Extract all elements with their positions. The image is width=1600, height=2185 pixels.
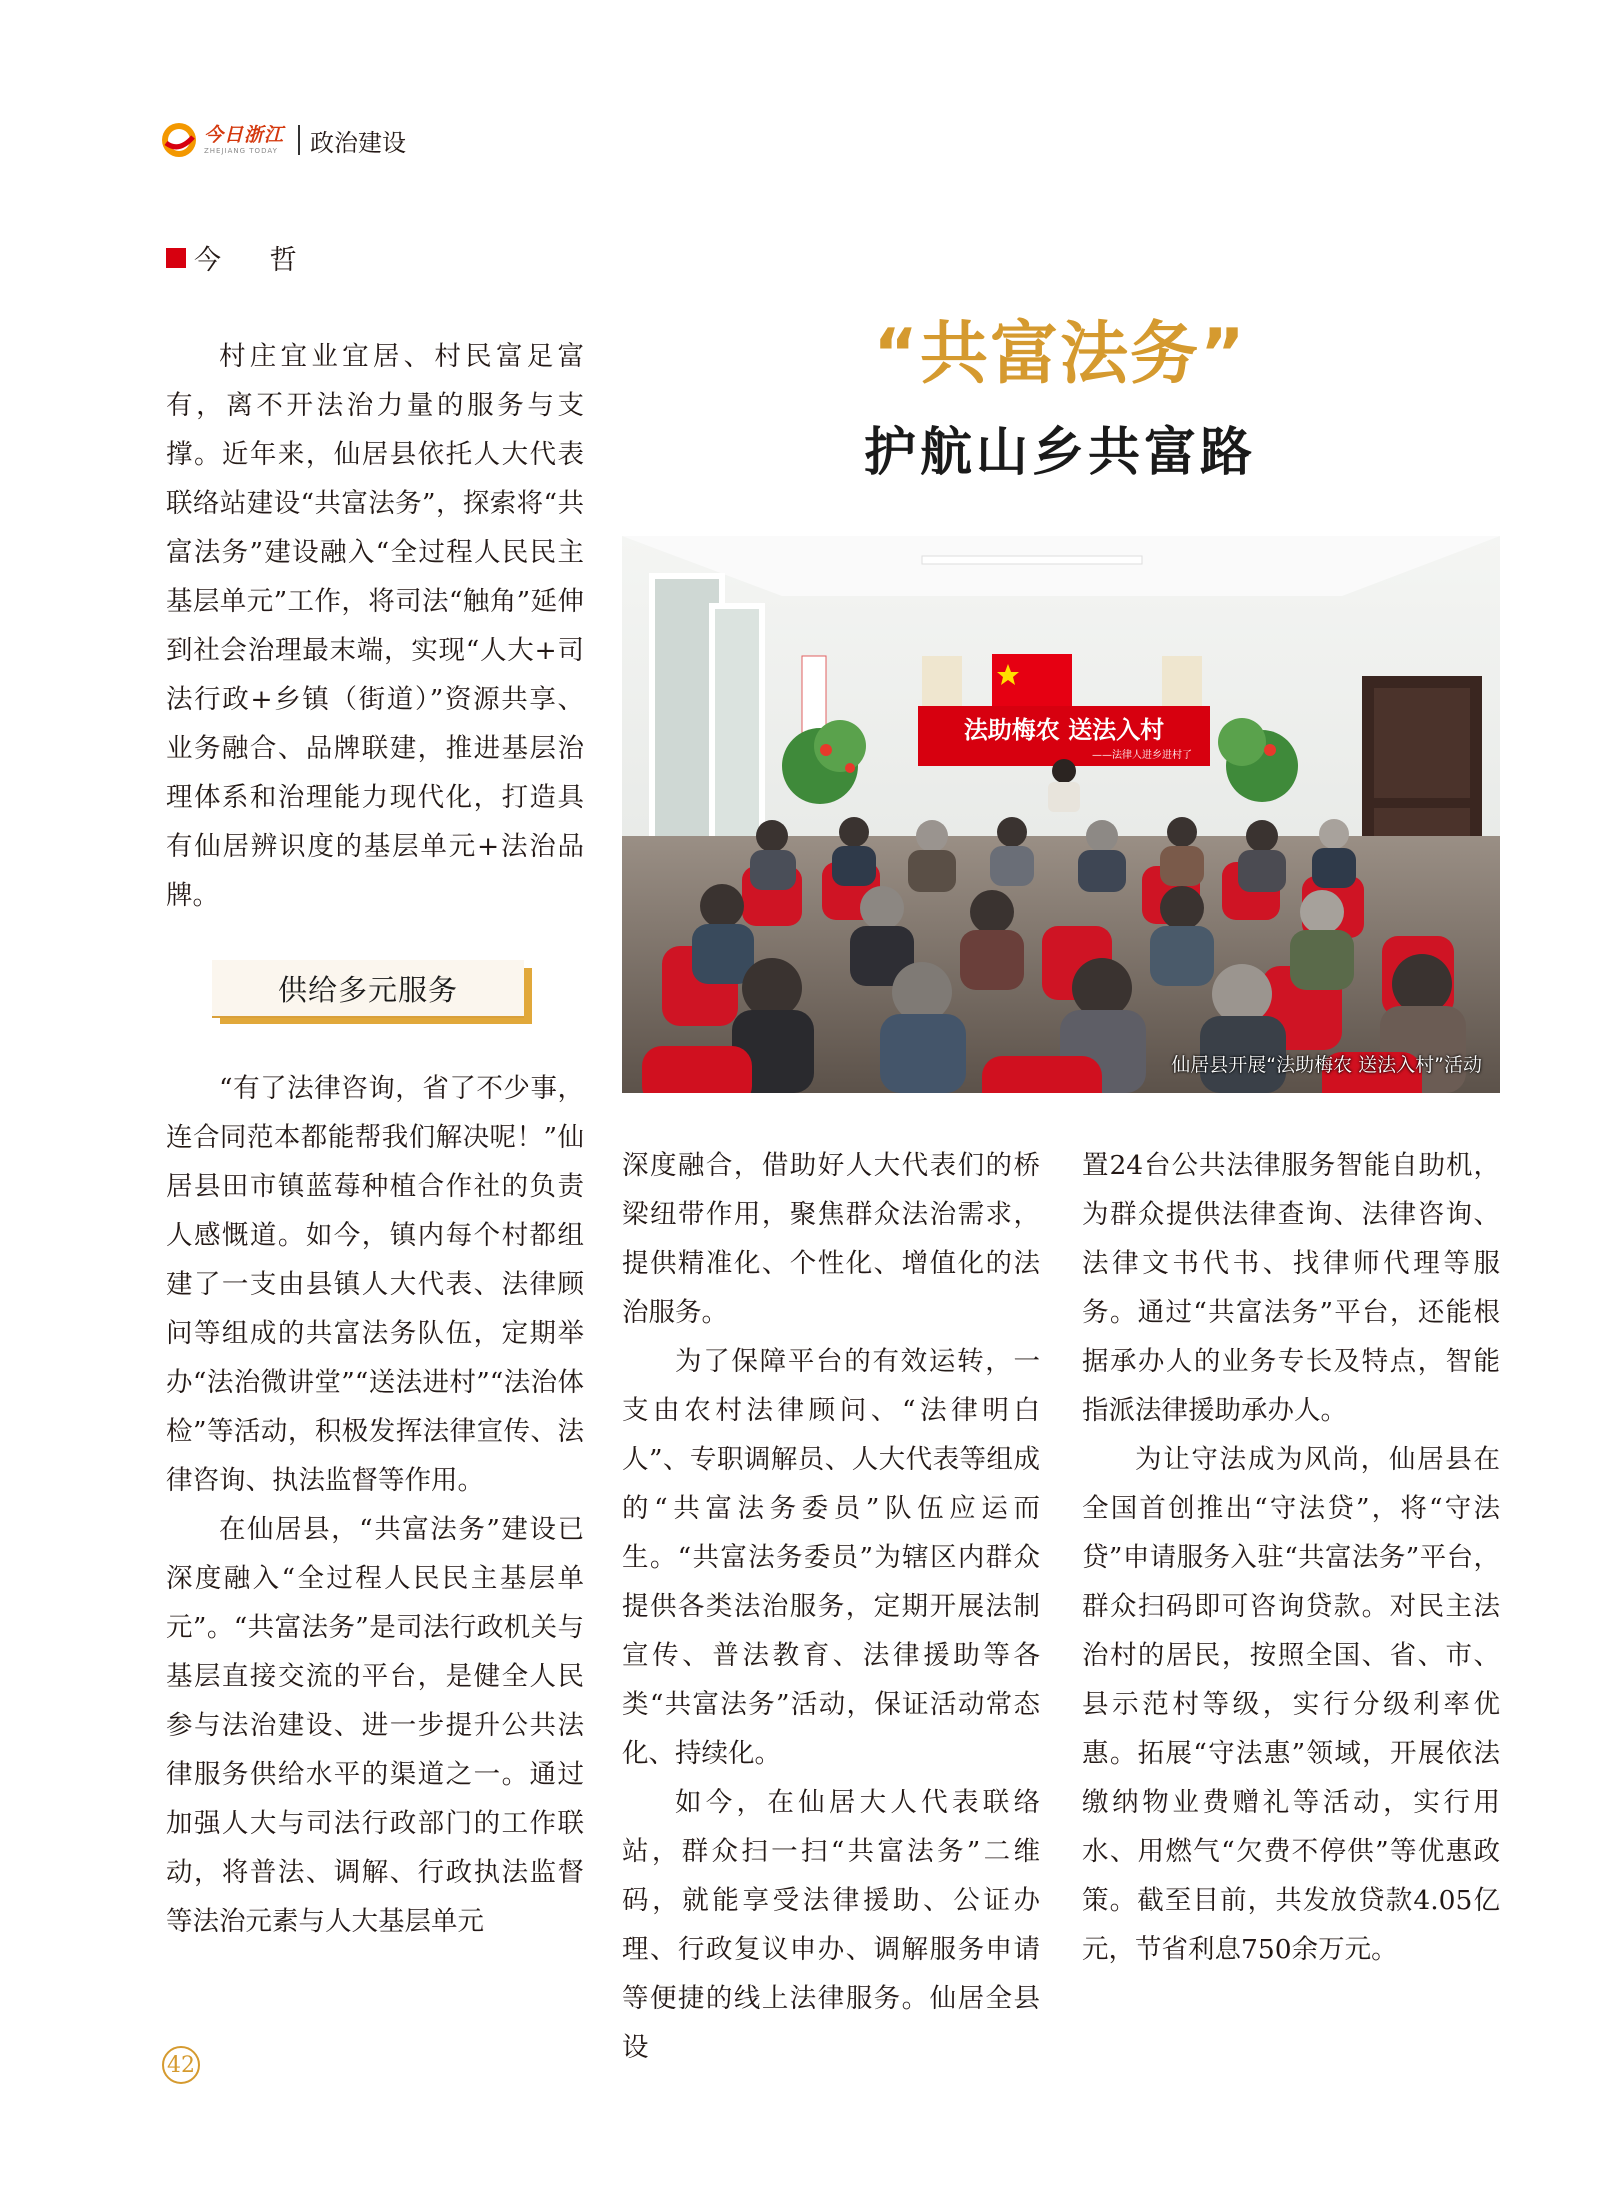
paragraph: 置24台公共法律服务智能自助机，为群众提供法律查询、法律咨询、法律文书代书、找律师代理等服务。通过“共富法务”平台，还能根据承办人的业务专长及特点，智能指派法律援助承办人。 xyxy=(1082,1150,1500,1426)
column-3 xyxy=(1082,1141,1500,1974)
article-subtitle: 护航山乡共富路 xyxy=(863,423,1256,483)
column-2 xyxy=(622,1141,1040,2072)
header-divider xyxy=(298,125,300,155)
paragraph: 深度融合，借助好人大代表们的桥梁纽带作用，聚焦群众法治需求，提供精准化、个性化、增值化的法治服务。 xyxy=(622,1150,1040,1328)
page-header xyxy=(160,118,406,162)
section-name: 政治建设 xyxy=(310,128,407,157)
page-number: 42 xyxy=(162,2046,200,2084)
heading-label: 供给多元服务 xyxy=(212,960,524,1018)
event-photo xyxy=(622,536,1500,1093)
logo-subtitle: ZHEJIANG TODAY xyxy=(204,146,278,155)
paragraph: “有了法律咨询，省了不少事，连合同范本都能帮我们解决呢！”仙居县田市镇蓝莓种植合作社的负责人感慨道。如今，镇内每个村都组建了一支由县镇人大代表、法律顾问等组成的共富法务队伍，定期举办“法治微讲堂”“送法进村”“法治体检”等活动，积极发挥法律宣传、法律咨询、执法监督等作用。 xyxy=(166,1073,584,1496)
paragraph: 在仙居县，“共富法务”建设已深度融入“全过程人民民主基层单元”。“共富法务”是司法行政机关与基层直接交流的平台，是健全人民参与法治建设、进一步提升公共法律服务供给水平的渠道之一。通过加强人大与司法行政部门的工作联动，将普法、调解、行政执法监督等法治元素与人大基层单元 xyxy=(166,1514,584,1937)
sun-logo-icon xyxy=(160,121,198,159)
paragraph: 如今，在仙居大人代表联络站，群众扫一扫“共富法务”二维码，就能享受法律援助、公证办理、行政复议申办、调解服务申请等便捷的线上法律服务。仙居全县设 xyxy=(622,1787,1040,2063)
logo xyxy=(204,123,285,155)
paragraph: 为让守法成为风尚，仙居县在全国首创推出“守法贷”，将“守法贷”申请服务入驻“共富法务”平台，群众扫码即可咨询贷款。对民主法治村的居民，按照全国、省、市、县示范村等级，实行分级利率优惠。拓展“守法惠”领域，开展依法缴纳物业费赠礼等活动，实行用水、用燃气“欠费不停供”等优惠政策。截至目前，共发放贷款4.05亿元，节省利息750余万元。 xyxy=(1082,1444,1500,1965)
banner-main-text: 法助梅农 送法入村 xyxy=(963,716,1165,744)
author-line xyxy=(166,238,317,277)
article-title: “共富法务” xyxy=(873,315,1247,394)
section-heading xyxy=(212,960,524,1016)
column-1-body xyxy=(166,1064,584,1946)
author-name: 今 哲 xyxy=(194,245,317,276)
meeting-room-illustration xyxy=(622,536,1500,1093)
photo-caption: 仙居县开展“法助梅农 送法入村”活动 xyxy=(1171,1054,1482,1076)
red-square-icon xyxy=(166,248,186,268)
paragraph: 村庄宜业宜居、村民富足富有，离不开法治力量的服务与支撑。近年来，仙居县依托人大代表联络站建设“共富法务”，探索将“共富法务”建设融入“全过程人民民主基层单元”工作，将司法“触角”延伸到社会治理最末端，实现“人大+司法行政+乡镇（街道）”资源共享、业务融合、品牌联建，推进基层治理体系和治理能力现代化，打造具有仙居辨识度的基层单元+法治品牌。 xyxy=(166,341,584,911)
paragraph: 为了保障平台的有效运转，一支由农村法律顾问、“法律明白人”、专职调解员、人大代表等组成的“共富法务委员”队伍应运而生。“共富法务委员”为辖区内群众提供各类法治服务，定期开展法制宣传、普法教育、法律援助等各类“共富法务”活动，保证活动常态化、持续化。 xyxy=(622,1346,1040,1769)
banner-sub-text: ——法律人进乡进村了 xyxy=(1092,750,1192,761)
column-1-intro xyxy=(166,332,584,920)
logo-title: 今日浙江 xyxy=(204,123,285,146)
